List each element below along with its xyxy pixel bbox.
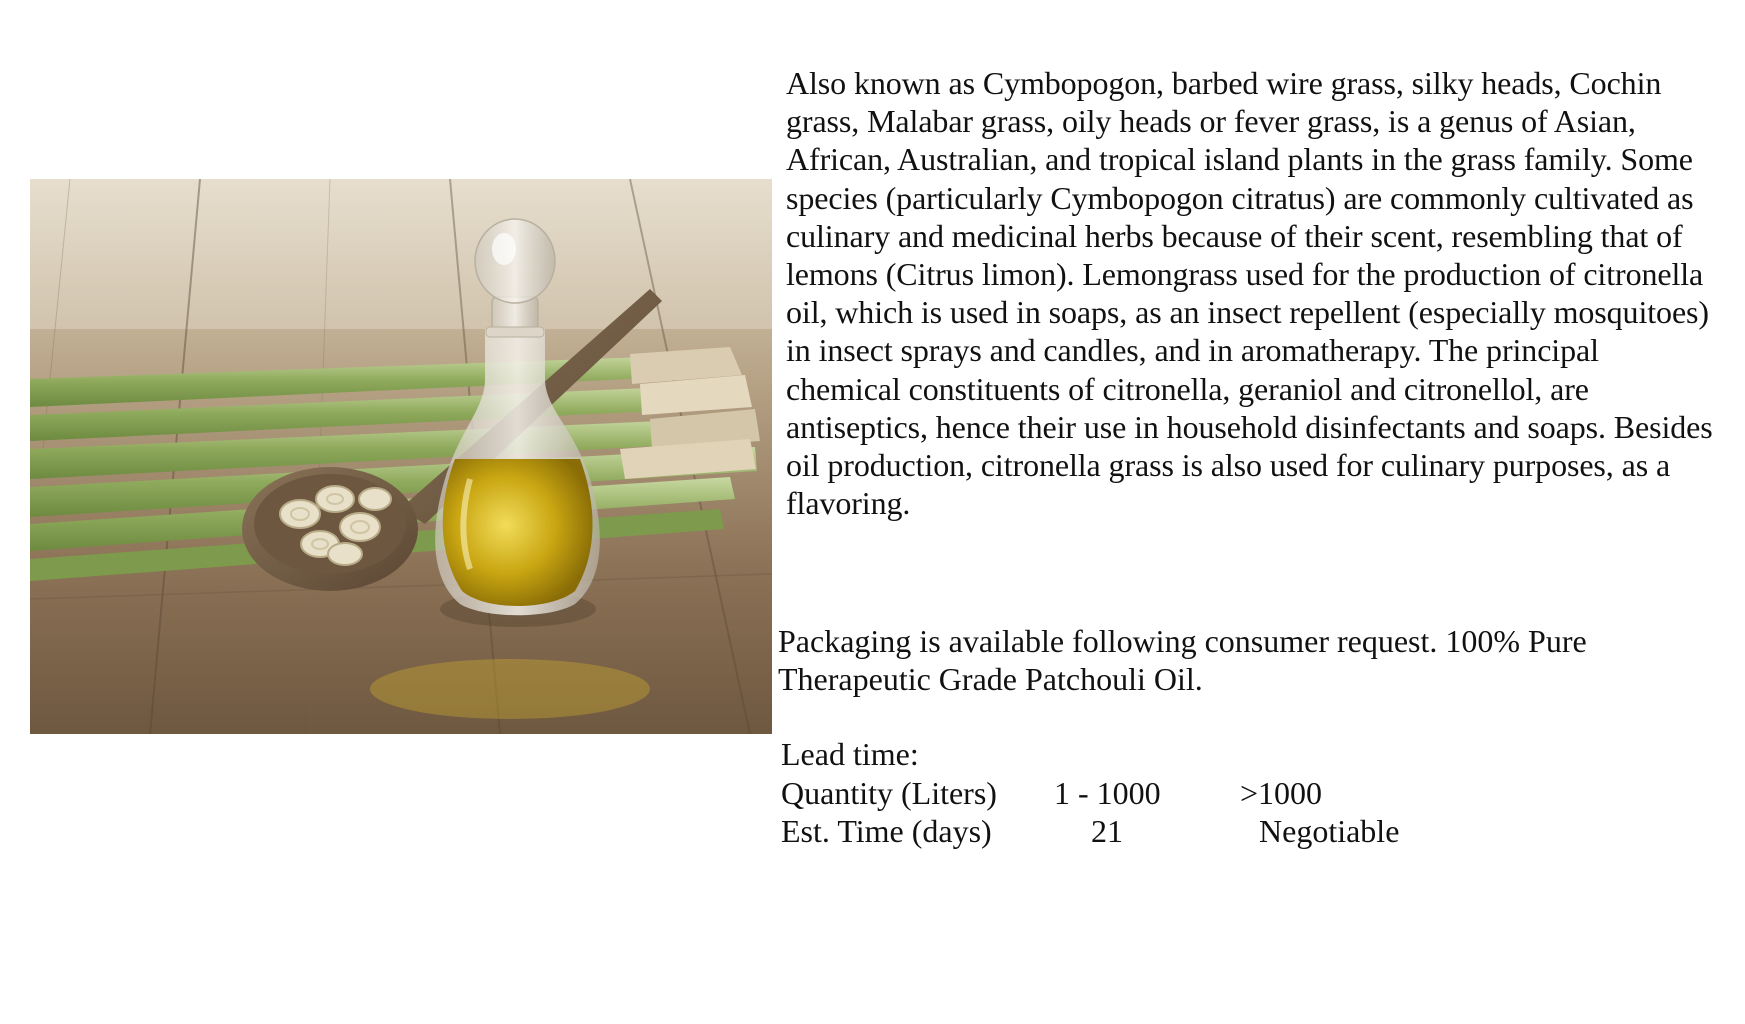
- lead-time-table: [781, 735, 1481, 851]
- packaging-note: Packaging is available following consumer request. 100% Pure Therapeutic Grade Patchouli Oil.: [778, 623, 1587, 698]
- row-value: 21: [1091, 813, 1123, 849]
- row-value: Negotiable: [1259, 813, 1400, 849]
- row-label: Est. Time (days): [781, 813, 992, 849]
- lead-time-row-est-time: [781, 812, 1481, 851]
- product-description: Also known as Cymbopogon, barbed wire grass, silky heads, Cochin grass, Malabar grass, oily heads or fever grass, is a genus of Asian, African, Australian, and tropical island plants in the grass family. Some species (particularly Cymbopogon citratus) are commonly cultivated as culinary and medicinal herbs because of their scent, resembling that of lemons (Citrus limon). Lemongrass used for the production of citronella oil, which is used in soaps, as an insect repellent (especially mosquitoes) in insect sprays and candles, and in aromatherapy. The principal chemical constituents of citronella, geraniol and citronellol, are antiseptics, hence their use in household disinfectants and soaps. Besides oil production, citronella grass is also used for culinary purposes, as a flavoring.: [786, 65, 1713, 522]
- lead-time-row-quantity: [781, 774, 1481, 813]
- product-photo: [30, 179, 772, 734]
- row-value: 1 - 1000: [1054, 774, 1161, 811]
- row-value: >1000: [1240, 774, 1323, 811]
- row-label: Quantity (Liters): [781, 774, 997, 811]
- lead-time-title: Lead time:: [781, 736, 919, 772]
